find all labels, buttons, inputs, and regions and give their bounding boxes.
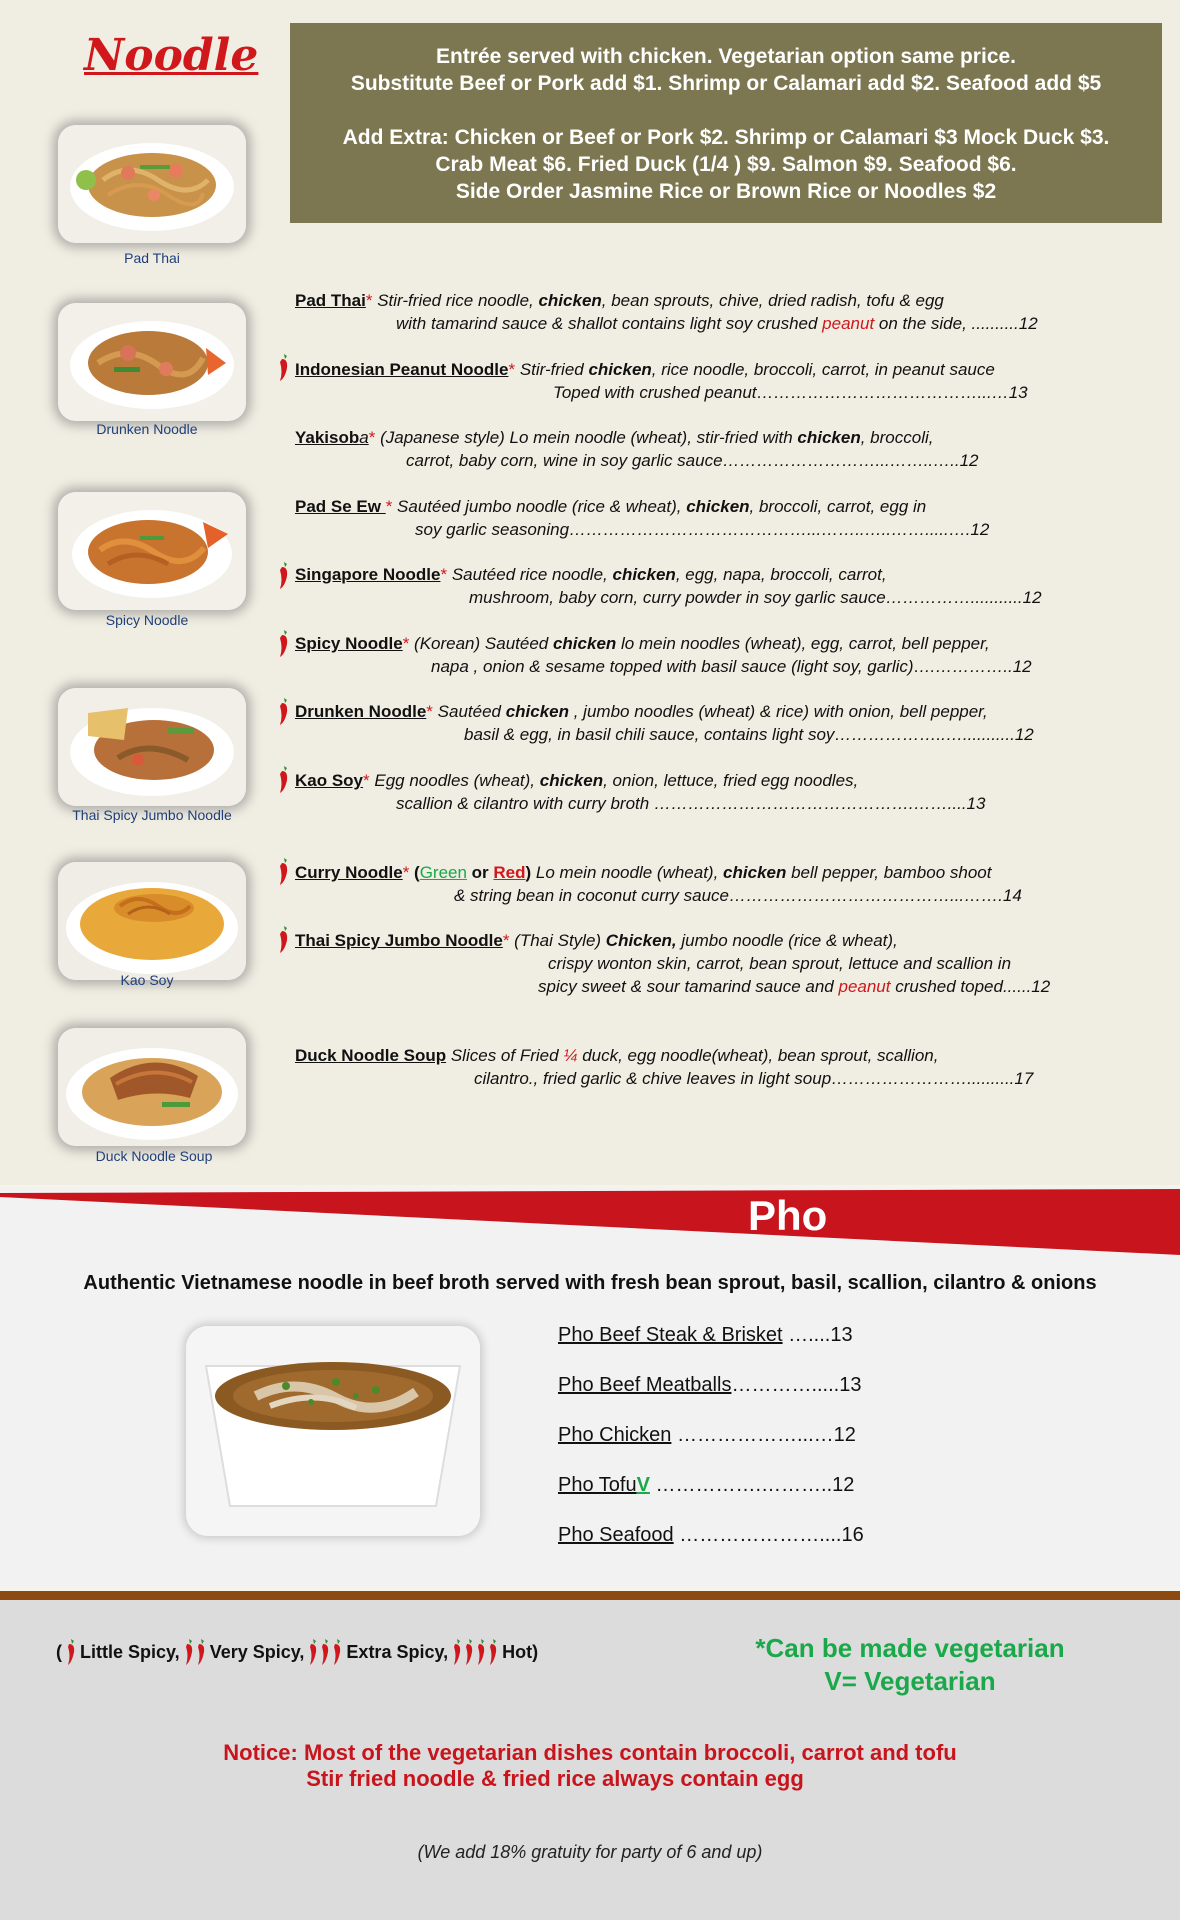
pho-item: Pho Beef Meatballs………….....13 [558, 1374, 862, 1396]
photo-caption: Pad Thai [124, 250, 180, 266]
menu-item-pad-thai: Pad Thai* Stir-fried rice noodle, chicken, bean sprouts, chive, dried radish, tofu & egg with tamarind sauce & shallot contains light soy crushed peanut on the side, ..........12 [295, 291, 1038, 333]
pho-title: Pho [748, 1192, 828, 1239]
menu-item-indonesian-peanut-noodle: Indonesian Peanut Noodle* Stir-fried chicken, rice noodle, broccoli, carrot, in peanut sauce Toped with crushed peanut…………………………………...…13 [295, 360, 1028, 402]
photo-caption: Duck Noodle Soup [95, 1148, 213, 1164]
pho-item: Pho TofuV …………….………..12 [558, 1474, 855, 1496]
chili-icon [276, 856, 292, 886]
menu-item-pad-se-ew: Pad Se Ew * Sautéed jumbo noodle (rice & wheat), chicken, broccoli, carrot, egg in soy garlic seasoning……………………………………...……..…..…….....….12 [295, 497, 990, 539]
chili-icon [276, 560, 292, 590]
menu-item-spicy-noodle: Spicy Noodle* (Korean) Sautéed chicken lo mein noodles (wheat), egg, carrot, bell pepper, napa , onion & sesame topped with basil sauce (light soy, garlic)….…………..12 [295, 634, 1032, 676]
chili-icon [276, 924, 292, 954]
chili-icon [276, 352, 292, 382]
duck-noodle-soup-photo [58, 1028, 246, 1146]
photo-caption: Spicy Noodle [105, 612, 189, 628]
pho-item: Pho Beef Steak & Brisket …....13 [558, 1324, 853, 1346]
menu-item-kao-soy: Kao Soy* Egg noodles (wheat), chicken, onion, lettuce, fried egg noodles, scallion & cilantro with curry broth ……………………………………….……....13 [295, 771, 986, 813]
drunken-noodle-photo [58, 303, 246, 421]
chili-icon [65, 1638, 77, 1666]
info-box [290, 23, 1162, 223]
photo-caption: Kao Soy [120, 972, 174, 988]
pho-tagline: Authentic Vietnamese noodle in beef broth served with fresh bean sprout, basil, scallion, cilantro & onions [83, 1272, 1097, 1294]
vegetarian-note: *Can be made vegetarian V= Vegetarian [755, 1633, 1065, 1696]
pho-banner [0, 1187, 1180, 1255]
pad-thai-photo [58, 125, 246, 243]
info-line: Add Extra: Chicken or Beef or Pork $2. Shrimp or Calamari $3 Mock Duck $3. [342, 126, 1110, 149]
info-line: Entrée served with chicken. Vegetarian option same price. [435, 45, 1017, 68]
chili-icon [451, 1638, 499, 1666]
noodle-title: Noodle [84, 30, 259, 81]
menu-item-drunken-noodle: Drunken Noodle* Sautéed chicken , jumbo noodles (wheat) & rice) with onion, bell pepper, basil & egg, in basil chili sauce, contains light soy………………..…...........12 [295, 702, 1034, 744]
spice-legend: ( Little Spicy, Very Spicy, Extra Spicy, Hot) [56, 1638, 538, 1666]
spicy-noodle-photo [58, 492, 246, 610]
kao-soy-photo [58, 862, 246, 980]
menu-item-curry-noodle: Curry Noodle* (Green or Red) Lo mein noodle (wheat), chicken bell pepper, bamboo shoot & string bean in coconut curry sauce…………………………………...…….14 [295, 863, 1022, 905]
info-line: Crab Meat $6. Fried Duck (1/4 ) $9. Salmon $9. Seafood $6. [435, 153, 1017, 176]
chili-icon [276, 764, 292, 794]
chili-icon [276, 628, 292, 658]
notice: Notice: Most of the vegetarian dishes contain broccoli, carrot and tofu Stir fried noodle & fried rice always contain egg [223, 1740, 957, 1791]
menu-item-singapore-noodle: Singapore Noodle* Sautéed rice noodle, chicken, egg, napa, broccoli, carrot, mushroom, baby corn, curry powder in soy garlic sauce……………...........12 [295, 565, 1042, 607]
pho-item: Pho Chicken ………………...…12 [558, 1424, 856, 1446]
info-line: Side Order Jasmine Rice or Brown Rice or Noodles $2 [455, 180, 997, 203]
chili-icon [276, 696, 292, 726]
chili-icon [307, 1638, 343, 1666]
info-line: Substitute Beef or Pork add $1. Shrimp or Calamari add $2. Seafood add $5 [350, 72, 1102, 95]
pho-item: Pho Seafood …………………....16 [558, 1524, 864, 1546]
menu-item-thai-spicy-jumbo-noodle: Thai Spicy Jumbo Noodle* (Thai Style) Chicken, jumbo noodle (rice & wheat), crispy wonton skin, carrot, bean sprout, lettuce and scallion in spicy sweet & sour tamarind sauce and peanut crushed toped......12 [295, 931, 1051, 996]
pho-photo [186, 1326, 480, 1536]
gratuity-note: (We add 18% gratuity for party of 6 and up) [417, 1842, 763, 1862]
photo-caption: Drunken Noodle [96, 421, 198, 437]
menu-item-duck-noodle-soup: Duck Noodle Soup Slices of Fried ¼ duck, egg noodle(wheat), bean sprout, scallion, cilantro., fried garlic & chive leaves in light soup……………………..........17 [295, 1046, 1034, 1088]
photo-caption: Thai Spicy Jumbo Noodle [72, 807, 232, 823]
chili-icon [183, 1638, 207, 1666]
menu-item-yakisoba: Yakisoba* (Japanese style) Lo mein noodle (wheat), stir-fried with chicken, broccoli, carrot, baby corn, wine in soy garlic sauce………………………...……..…..12 [295, 428, 979, 470]
thai-spicy-jumbo-noodle-photo [58, 688, 246, 806]
